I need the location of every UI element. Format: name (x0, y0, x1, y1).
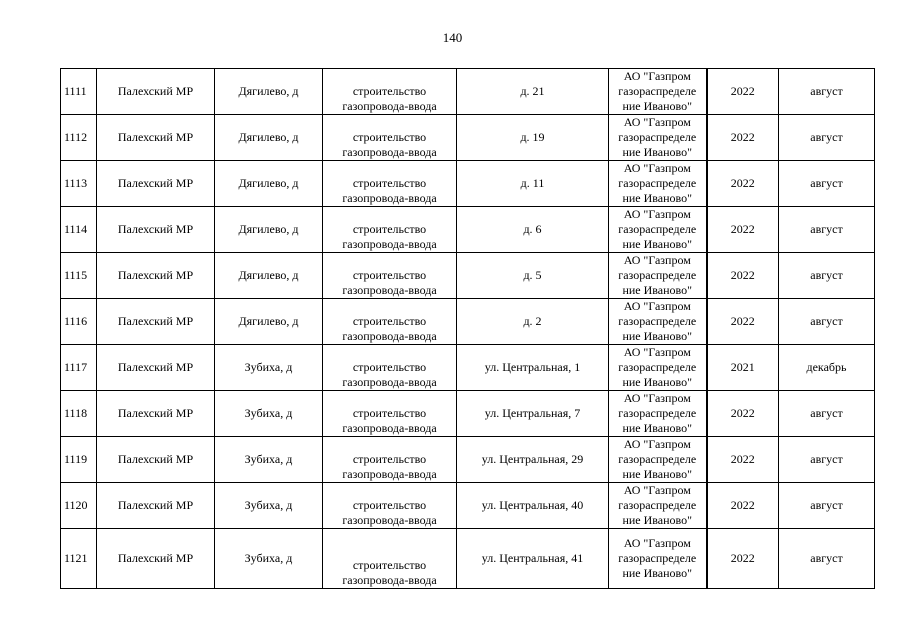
organization-line-2: газораспределе (618, 268, 697, 282)
work-type-line-2: газопровода-ввода (342, 145, 437, 159)
work-type-cell (323, 483, 457, 529)
year-cell: 2022 (707, 529, 779, 589)
work-type-line-1: строительство (352, 406, 427, 420)
month-cell: август (779, 483, 875, 529)
settlement-cell: Дягилево, д (215, 253, 323, 299)
organization-line-3: ние Иваново" (622, 191, 693, 205)
organization-line-2: газораспределе (618, 176, 697, 190)
table-row (61, 253, 875, 299)
address-cell: д. 21 (457, 69, 609, 115)
table-row (61, 115, 875, 161)
year-cell: 2022 (707, 483, 779, 529)
work-type-line-1: строительство (352, 176, 427, 190)
row-number-cell: 1116 (61, 299, 97, 345)
address-cell: д. 19 (457, 115, 609, 161)
row-number-cell: 1120 (61, 483, 97, 529)
organization-line-3: ние Иваново" (622, 513, 693, 527)
work-type-line-1: строительство (352, 268, 427, 282)
month-cell: август (779, 69, 875, 115)
organization-cell (609, 253, 707, 299)
organization-line-1: АО "Газпром (623, 69, 691, 83)
work-type-line-2: газопровода-ввода (342, 283, 437, 297)
work-type-cell (323, 391, 457, 437)
work-type-line-2: газопровода-ввода (342, 191, 437, 205)
month-cell: август (779, 161, 875, 207)
address-cell: ул. Центральная, 7 (457, 391, 609, 437)
work-type-cell (323, 253, 457, 299)
table-row (61, 345, 875, 391)
work-type-line-2: газопровода-ввода (342, 573, 437, 587)
work-type-cell (323, 299, 457, 345)
table-row (61, 437, 875, 483)
address-cell: д. 11 (457, 161, 609, 207)
table-row (61, 529, 875, 589)
organization-cell (609, 161, 707, 207)
work-type-line-1: строительство (352, 360, 427, 374)
organization-cell (609, 391, 707, 437)
row-number-cell: 1119 (61, 437, 97, 483)
organization-line-1: АО "Газпром (623, 161, 691, 175)
year-cell: 2022 (707, 391, 779, 437)
work-type-line-2: газопровода-ввода (342, 467, 437, 481)
settlement-cell: Зубиха, д (215, 529, 323, 589)
month-cell: август (779, 529, 875, 589)
gas-connection-table (60, 68, 875, 589)
work-type-cell (323, 207, 457, 253)
table-row (61, 391, 875, 437)
settlement-cell: Дягилево, д (215, 115, 323, 161)
address-cell: ул. Центральная, 29 (457, 437, 609, 483)
month-cell: август (779, 115, 875, 161)
work-type-cell (323, 345, 457, 391)
district-cell: Палехский МР (97, 391, 215, 437)
settlement-cell: Зубиха, д (215, 437, 323, 483)
page-number: 140 (442, 30, 463, 45)
address-cell: ул. Центральная, 40 (457, 483, 609, 529)
year-cell: 2021 (707, 345, 779, 391)
work-type-line-2: газопровода-ввода (342, 329, 437, 343)
row-number-cell: 1111 (61, 69, 97, 115)
organization-cell (609, 69, 707, 115)
work-type-line-2: газопровода-ввода (342, 99, 437, 113)
organization-line-2: газораспределе (618, 314, 697, 328)
organization-line-2: газораспределе (618, 222, 697, 236)
organization-cell (609, 529, 707, 589)
row-number-cell: 1113 (61, 161, 97, 207)
organization-line-1: АО "Газпром (623, 207, 691, 221)
year-cell: 2022 (707, 161, 779, 207)
row-number-cell: 1117 (61, 345, 97, 391)
district-cell: Палехский МР (97, 529, 215, 589)
month-cell: август (779, 437, 875, 483)
organization-cell (609, 207, 707, 253)
work-type-line-2: газопровода-ввода (342, 513, 437, 527)
work-type-cell (323, 529, 457, 589)
organization-line-3: ние Иваново" (622, 329, 693, 343)
table-row (61, 207, 875, 253)
organization-line-1: АО "Газпром (623, 345, 691, 359)
organization-line-3: ние Иваново" (622, 375, 693, 389)
organization-line-1: АО "Газпром (623, 536, 691, 550)
organization-line-1: АО "Газпром (623, 299, 691, 313)
work-type-line-1: строительство (352, 558, 427, 572)
organization-line-2: газораспределе (618, 551, 697, 565)
district-cell: Палехский МР (97, 207, 215, 253)
work-type-line-2: газопровода-ввода (342, 421, 437, 435)
organization-line-3: ние Иваново" (622, 99, 693, 113)
table-body (61, 69, 875, 589)
organization-line-3: ние Иваново" (622, 145, 693, 159)
work-type-cell (323, 69, 457, 115)
work-type-line-1: строительство (352, 314, 427, 328)
settlement-cell: Зубиха, д (215, 483, 323, 529)
district-cell: Палехский МР (97, 437, 215, 483)
address-cell: д. 5 (457, 253, 609, 299)
row-number-cell: 1115 (61, 253, 97, 299)
year-cell: 2022 (707, 115, 779, 161)
organization-line-2: газораспределе (618, 360, 697, 374)
district-cell: Палехский МР (97, 483, 215, 529)
table-row (61, 161, 875, 207)
table-row (61, 483, 875, 529)
address-cell: ул. Центральная, 1 (457, 345, 609, 391)
district-cell: Палехский МР (97, 115, 215, 161)
district-cell: Палехский МР (97, 345, 215, 391)
month-cell: август (779, 207, 875, 253)
table-row (61, 299, 875, 345)
work-type-line-1: строительство (352, 130, 427, 144)
address-cell: д. 2 (457, 299, 609, 345)
row-number-cell: 1118 (61, 391, 97, 437)
organization-cell (609, 299, 707, 345)
year-cell: 2022 (707, 207, 779, 253)
year-cell: 2022 (707, 437, 779, 483)
settlement-cell: Дягилево, д (215, 299, 323, 345)
month-cell: август (779, 253, 875, 299)
organization-cell (609, 483, 707, 529)
organization-line-2: газораспределе (618, 452, 697, 466)
organization-line-1: АО "Газпром (623, 437, 691, 451)
address-cell: ул. Центральная, 41 (457, 529, 609, 589)
work-type-line-2: газопровода-ввода (342, 237, 437, 251)
month-cell: август (779, 299, 875, 345)
organization-line-2: газораспределе (618, 498, 697, 512)
work-type-cell (323, 115, 457, 161)
work-type-cell (323, 437, 457, 483)
organization-line-2: газораспределе (618, 406, 697, 420)
organization-line-3: ние Иваново" (622, 237, 693, 251)
district-cell: Палехский МР (97, 69, 215, 115)
organization-cell (609, 345, 707, 391)
settlement-cell: Дягилево, д (215, 161, 323, 207)
row-number-cell: 1121 (61, 529, 97, 589)
month-cell: август (779, 391, 875, 437)
work-type-line-2: газопровода-ввода (342, 375, 437, 389)
organization-line-1: АО "Газпром (623, 115, 691, 129)
organization-line-3: ние Иваново" (622, 283, 693, 297)
row-number-cell: 1114 (61, 207, 97, 253)
month-cell: декабрь (779, 345, 875, 391)
settlement-cell: Дягилево, д (215, 69, 323, 115)
row-number-cell: 1112 (61, 115, 97, 161)
year-cell: 2022 (707, 253, 779, 299)
address-cell: д. 6 (457, 207, 609, 253)
settlement-cell: Зубиха, д (215, 391, 323, 437)
organization-line-2: газораспределе (618, 84, 697, 98)
settlement-cell: Дягилево, д (215, 207, 323, 253)
district-cell: Палехский МР (97, 299, 215, 345)
year-cell: 2022 (707, 299, 779, 345)
organization-line-2: газораспределе (618, 130, 697, 144)
work-type-line-1: строительство (352, 222, 427, 236)
district-cell: Палехский МР (97, 253, 215, 299)
work-type-line-1: строительство (352, 84, 427, 98)
year-cell: 2022 (707, 69, 779, 115)
organization-line-1: АО "Газпром (623, 483, 691, 497)
organization-line-3: ние Иваново" (622, 467, 693, 481)
organization-cell (609, 437, 707, 483)
organization-line-1: АО "Газпром (623, 391, 691, 405)
organization-line-3: ние Иваново" (622, 421, 693, 435)
organization-cell (609, 115, 707, 161)
district-cell: Палехский МР (97, 161, 215, 207)
table-row (61, 69, 875, 115)
organization-line-1: АО "Газпром (623, 253, 691, 267)
work-type-cell (323, 161, 457, 207)
settlement-cell: Зубиха, д (215, 345, 323, 391)
organization-line-3: ние Иваново" (622, 566, 693, 580)
work-type-line-1: строительство (352, 452, 427, 466)
work-type-line-1: строительство (352, 498, 427, 512)
